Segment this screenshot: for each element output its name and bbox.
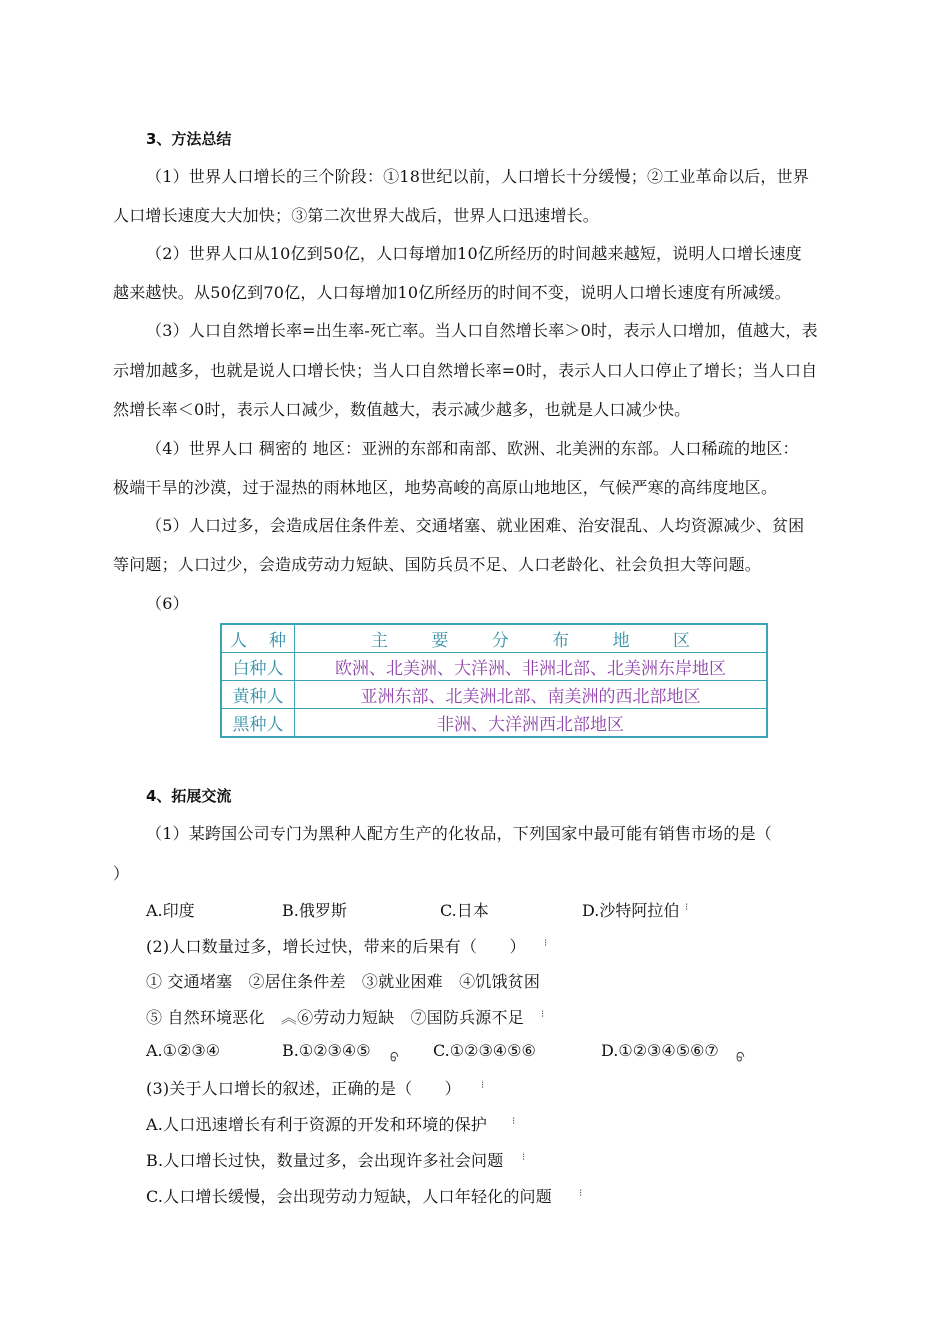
- header-dist-char: 主: [371, 631, 388, 651]
- end-mark-icon: ⁝: [512, 1116, 516, 1127]
- q2-option-d: D.①②③④⑤⑥⑦: [601, 1041, 719, 1060]
- scribble-mark-icon: ᠪ: [390, 1051, 399, 1066]
- paragraph-4-line-2: 极端干旱的沙漠，过于湿热的雨林地区，地势高峻的高原山地地区，气候严寒的高纬度地区。: [113, 478, 778, 497]
- end-mark-icon: ⁝: [579, 1188, 583, 1199]
- paragraph-5-line-1: （5）人口过多，会造成居住条件差、交通堵塞、就业困难、治安混乱、人均资源减少、贫困: [146, 516, 805, 535]
- section-4-heading: 4、拓展交流: [146, 787, 232, 805]
- q2-option-c: C.①②③④⑤⑥: [433, 1041, 536, 1060]
- header-race-char: 种: [269, 631, 286, 651]
- paragraph-3-line-1: （3）人口自然增长率=出生率-死亡率。当人口自然增长率＞0时，表示人口增加，值越大，表: [146, 321, 818, 340]
- paragraph-6-label: （6）: [146, 594, 189, 613]
- area-cell: 亚洲东部、北美洲北部、南美洲的西北部地区: [295, 681, 768, 709]
- area-cell: 非洲、大洋洲西北部地区: [295, 709, 768, 738]
- end-mark-icon: ⁝: [481, 1080, 485, 1091]
- q2-items-2-part-a: ⑤ 自然环境恶化: [146, 1008, 281, 1027]
- end-mark-icon: ⁝: [685, 902, 689, 913]
- end-mark-icon: ⁝: [544, 938, 548, 949]
- header-dist-char: 布: [552, 631, 570, 651]
- scribble-mark-icon: ᠪ: [736, 1051, 745, 1066]
- q1-option-b: B.俄罗斯: [282, 901, 347, 920]
- q1-option-a: A.印度: [146, 901, 195, 920]
- q1-option-c: C.日本: [440, 901, 489, 920]
- q1-option-d: D.沙特阿拉伯: [582, 901, 680, 920]
- q3-option-a: A.人口迅速增长有利于资源的开发和环境的保护: [146, 1115, 488, 1134]
- paragraph-1-line-1: （1）世界人口增长的三个阶段：①18世纪以前，人口增长十分缓慢；②工业革命以后，世界: [146, 167, 809, 186]
- header-dist-char: 地: [612, 631, 630, 651]
- wave-mark-icon: ︽: [280, 1008, 298, 1027]
- end-mark-icon: ⁝: [541, 1009, 545, 1020]
- q2-items-2-part-b: ⑥劳动力短缺 ⑦国防兵源不足: [297, 1008, 524, 1027]
- area-cell: 欧洲、北美洲、大洋洲、非洲北部、北美洲东岸地区: [295, 653, 768, 681]
- header-race: [221, 624, 295, 653]
- question-2-items-2: [146, 1005, 524, 1028]
- header-distribution: [295, 624, 768, 653]
- paragraph-3-line-3: 然增长率＜0时，表示人口减少，数值越大，表示减少越多，也就是人口减少快。: [113, 400, 691, 419]
- q2-option-b: B.①②③④⑤: [282, 1041, 371, 1060]
- table-row: [221, 653, 767, 681]
- header-dist-char: 区: [672, 631, 690, 651]
- race-cell: 白种人: [221, 653, 295, 681]
- header-dist-char: 要: [431, 631, 449, 651]
- table-row: [221, 709, 767, 738]
- table-header-row: [221, 624, 767, 653]
- paragraph-1-line-2: 人口增长速度大大加快；③第二次世界大战后，世界人口迅速增长。: [113, 206, 600, 225]
- race-distribution-table: [220, 623, 768, 738]
- race-cell: 黑种人: [221, 709, 295, 738]
- end-mark-icon: ⁝: [522, 1152, 526, 1163]
- question-3: (3)关于人口增长的叙述，正确的是（ ）: [146, 1079, 461, 1098]
- header-race-char: 人: [230, 631, 247, 651]
- paragraph-4-line-1: （4）世界人口 稠密的 地区：亚洲的东部和南部、欧洲、北美洲的东部。人口稀疏的地区：: [146, 439, 799, 458]
- q3-option-b: B.人口增长过快，数量过多，会出现许多社会问题: [146, 1151, 504, 1170]
- header-dist-char: 分: [491, 631, 509, 651]
- q3-option-c: C.人口增长缓慢，会出现劳动力短缺，人口年轻化的问题: [146, 1187, 552, 1206]
- paragraph-2-line-2: 越来越快。从50亿到70亿，人口每增加10亿所经历的时间不变，说明人口增长速度有所减缓。: [113, 283, 791, 302]
- question-2: (2)人口数量过多，增长过快，带来的后果有（ ）: [146, 937, 526, 956]
- q2-option-a: A.①②③④: [146, 1041, 221, 1060]
- race-cell: 黄种人: [221, 681, 295, 709]
- paragraph-2-line-1: （2）世界人口从10亿到50亿，人口每增加10亿所经历的时间越来越短，说明人口增长速度: [146, 244, 802, 263]
- question-1-line-2: ）: [113, 864, 130, 883]
- paragraph-3-line-2: 示增加越多，也就是说人口增长快；当人口自然增长率=0时，表示人口人口停止了增长；当人口自: [113, 361, 818, 380]
- question-2-items-1: ① 交通堵塞 ②居住条件差 ③就业困难 ④饥饿贫困: [146, 972, 541, 991]
- section-3-heading: 3、方法总结: [146, 130, 232, 148]
- table-row: [221, 681, 767, 709]
- paragraph-5-line-2: 等问题；人口过少，会造成劳动力短缺、国防兵员不足、人口老龄化、社会负担大等问题。: [113, 555, 762, 574]
- question-1-line-1: （1）某跨国公司专门为黑种人配方生产的化妆品，下列国家中最可能有销售市场的是（: [146, 824, 772, 843]
